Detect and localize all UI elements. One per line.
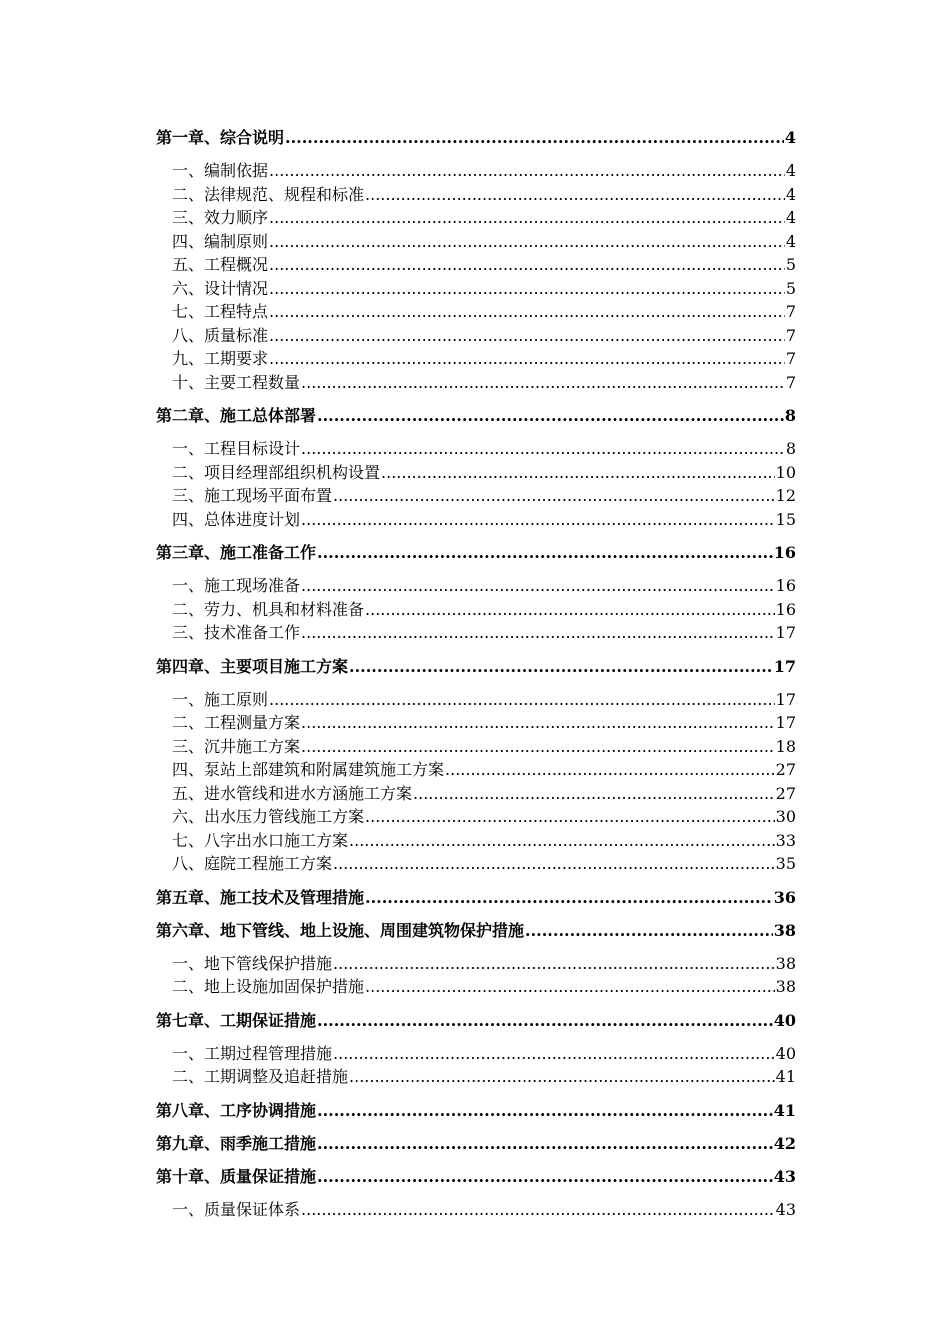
toc-section-entry[interactable]	[156, 230, 796, 254]
toc-leader-dots	[269, 206, 785, 230]
toc-leader-dots	[269, 347, 785, 371]
toc-page-number: 18	[775, 736, 796, 756]
toc-leader-dots	[301, 508, 775, 532]
toc-leader-dots	[349, 655, 773, 678]
toc-chapter-entry[interactable]	[156, 126, 796, 149]
toc-chapter-title: 第三章、施工准备工作	[156, 543, 317, 562]
toc-page-number: 35	[775, 854, 796, 873]
toc-page-number: 27	[775, 783, 796, 803]
toc-leader-dots	[365, 975, 775, 999]
toc-section-entry[interactable]	[156, 688, 796, 712]
toc-leader-dots	[269, 324, 785, 348]
toc-leader-dots	[317, 1132, 773, 1155]
toc-chapter-entry[interactable]	[156, 655, 796, 678]
toc-page-number: 38	[773, 920, 796, 940]
toc-section-entry[interactable]	[156, 735, 796, 759]
toc-leader-dots	[317, 1099, 773, 1122]
toc-section-title: 九、工期要求	[172, 349, 269, 368]
toc-page-number: 41	[775, 1067, 796, 1086]
toc-leader-dots	[365, 598, 775, 622]
toc-page-number: 8	[784, 406, 796, 425]
toc-section-title: 一、质量保证体系	[172, 1199, 301, 1219]
toc-leader-dots	[317, 1009, 773, 1032]
toc-section-entry[interactable]	[156, 1065, 796, 1089]
toc-section-title: 五、工程概况	[172, 255, 269, 274]
toc-section-title: 二、劳力、机具和材料准备	[172, 599, 365, 619]
toc-page-number: 16	[775, 576, 796, 595]
toc-section-title: 三、技术准备工作	[172, 623, 301, 642]
toc-page-number: 7	[785, 325, 796, 345]
toc-leader-dots	[301, 1198, 775, 1222]
toc-section-title: 三、施工现场平面布置	[172, 486, 333, 505]
toc-chapter-title: 第十章、质量保证措施	[156, 1166, 317, 1186]
toc-page-number: 41	[773, 1100, 796, 1120]
toc-leader-dots	[445, 758, 775, 782]
toc-leader-dots	[413, 782, 775, 806]
toc-section-title: 六、设计情况	[172, 278, 269, 298]
toc-leader-dots	[317, 404, 784, 427]
toc-leader-dots	[269, 230, 785, 254]
toc-section-entry[interactable]	[156, 598, 796, 622]
toc-chapter-title: 第六章、地下管线、地上设施、周围建筑物保护措施	[156, 920, 525, 940]
toc-section-entry[interactable]	[156, 758, 796, 782]
toc-leader-dots	[365, 805, 775, 829]
toc-page-number: 30	[775, 807, 796, 826]
toc-section-title: 七、工程特点	[172, 302, 269, 321]
toc-section-entry[interactable]	[156, 277, 796, 301]
table-of-contents	[156, 126, 796, 1221]
toc-page-number: 8	[785, 439, 796, 458]
toc-page-number: 33	[775, 830, 796, 850]
toc-page-number: 16	[775, 599, 796, 619]
toc-page-number: 4	[785, 208, 796, 227]
toc-leader-dots	[317, 541, 773, 564]
toc-section-entry[interactable]	[156, 782, 796, 806]
toc-leader-dots	[301, 735, 775, 759]
toc-section-entry[interactable]	[156, 508, 796, 532]
toc-page-number: 40	[775, 1043, 796, 1063]
toc-section-title: 二、项目经理部组织机构设置	[172, 462, 381, 482]
toc-section-title: 四、泵站上部建筑和附属建筑施工方案	[172, 760, 445, 779]
toc-section-title: 六、出水压力管线施工方案	[172, 807, 365, 826]
toc-chapter-title: 第八章、工序协调措施	[156, 1100, 317, 1120]
toc-page-number: 43	[773, 1166, 796, 1186]
toc-leader-dots	[301, 711, 775, 735]
toc-section-entry[interactable]	[156, 1198, 796, 1222]
toc-leader-dots	[301, 621, 775, 645]
toc-section-entry[interactable]	[156, 711, 796, 735]
toc-section-title: 四、编制原则	[172, 231, 269, 251]
toc-chapter-entry[interactable]	[156, 886, 796, 909]
toc-section-title: 十、主要工程数量	[172, 372, 301, 392]
toc-chapter-title: 第九章、雨季施工措施	[156, 1133, 317, 1153]
toc-page-number: 5	[785, 278, 796, 298]
toc-chapter-title: 第二章、施工总体部署	[156, 406, 317, 425]
toc-page-number: 15	[775, 509, 796, 529]
toc-page-number: 7	[785, 349, 796, 368]
toc-page-number: 17	[775, 689, 796, 709]
toc-page-number: 17	[775, 713, 796, 732]
toc-leader-dots	[301, 437, 785, 461]
toc-leader-dots	[349, 1065, 775, 1089]
toc-section-entry[interactable]	[156, 159, 796, 183]
toc-leader-dots	[269, 253, 785, 277]
toc-section-title: 四、总体进度计划	[172, 509, 301, 529]
toc-page-number: 4	[784, 128, 796, 147]
toc-page-number: 10	[775, 462, 796, 482]
toc-chapter-entry[interactable]	[156, 1165, 796, 1188]
toc-page-number: 36	[773, 887, 796, 907]
toc-page-number: 27	[775, 760, 796, 779]
toc-section-entry[interactable]	[156, 574, 796, 598]
toc-section-entry[interactable]	[156, 347, 796, 371]
toc-page-number: 4	[785, 184, 796, 204]
toc-leader-dots	[269, 277, 785, 301]
toc-page-number: 7	[785, 302, 796, 321]
toc-page-number: 4	[785, 231, 796, 251]
toc-page-number: 38	[775, 953, 796, 973]
toc-chapter-entry[interactable]	[156, 404, 796, 427]
toc-section-entry[interactable]	[156, 952, 796, 976]
toc-leader-dots	[333, 1042, 775, 1066]
toc-section-title: 八、庭院工程施工方案	[172, 854, 333, 873]
toc-page-number: 38	[775, 977, 796, 996]
toc-section-title: 二、地上设施加固保护措施	[172, 977, 365, 996]
toc-section-entry[interactable]	[156, 805, 796, 829]
toc-chapter-title: 第一章、综合说明	[156, 128, 285, 147]
toc-section-title: 五、进水管线和进水方涵施工方案	[172, 783, 413, 803]
toc-section-title: 二、工程测量方案	[172, 713, 301, 732]
toc-chapter-entry[interactable]	[156, 1099, 796, 1122]
toc-section-entry[interactable]	[156, 1042, 796, 1066]
toc-section-entry[interactable]	[156, 852, 796, 876]
toc-leader-dots	[285, 126, 784, 149]
toc-leader-dots	[365, 886, 773, 909]
toc-page-number: 12	[775, 486, 796, 505]
toc-leader-dots	[333, 852, 775, 876]
toc-page-number: 40	[773, 1010, 796, 1030]
toc-page-number: 17	[775, 623, 796, 642]
toc-page-number: 43	[775, 1199, 796, 1219]
toc-section-title: 一、地下管线保护措施	[172, 953, 333, 973]
toc-leader-dots	[365, 183, 785, 207]
toc-section-title: 一、工期过程管理措施	[172, 1043, 333, 1063]
toc-chapter-entry[interactable]	[156, 919, 796, 942]
toc-page-number: 4	[785, 161, 796, 180]
toc-leader-dots	[381, 461, 775, 485]
toc-section-title: 一、施工现场准备	[172, 576, 301, 595]
toc-page-number: 16	[773, 543, 796, 562]
toc-section-title: 一、工程目标设计	[172, 439, 301, 458]
toc-page-number: 5	[785, 255, 796, 274]
toc-section-entry[interactable]	[156, 253, 796, 277]
toc-chapter-title: 第五章、施工技术及管理措施	[156, 887, 365, 907]
toc-section-entry[interactable]	[156, 461, 796, 485]
toc-leader-dots	[269, 159, 785, 183]
toc-page-number: 42	[773, 1133, 796, 1153]
toc-section-entry[interactable]	[156, 621, 796, 645]
toc-section-title: 一、施工原则	[172, 689, 269, 709]
toc-leader-dots	[333, 952, 775, 976]
toc-section-entry[interactable]	[156, 183, 796, 207]
toc-chapter-entry[interactable]	[156, 541, 796, 564]
toc-section-entry[interactable]	[156, 437, 796, 461]
toc-section-entry[interactable]	[156, 324, 796, 348]
toc-leader-dots	[349, 829, 775, 853]
toc-leader-dots	[301, 371, 785, 395]
toc-section-title: 一、编制依据	[172, 161, 269, 180]
toc-leader-dots	[301, 574, 775, 598]
toc-section-entry[interactable]	[156, 829, 796, 853]
toc-page-number: 7	[785, 372, 796, 392]
toc-leader-dots	[317, 1165, 773, 1188]
toc-leader-dots	[269, 300, 785, 324]
toc-leader-dots	[333, 484, 775, 508]
toc-section-title: 二、法律规范、规程和标准	[172, 184, 365, 204]
toc-section-title: 八、质量标准	[172, 325, 269, 345]
toc-section-title: 三、效力顺序	[172, 208, 269, 227]
toc-section-entry[interactable]	[156, 300, 796, 324]
toc-section-title: 三、沉井施工方案	[172, 736, 301, 756]
toc-section-entry[interactable]	[156, 975, 796, 999]
toc-chapter-title: 第七章、工期保证措施	[156, 1010, 317, 1030]
toc-section-entry[interactable]	[156, 206, 796, 230]
toc-page-number: 17	[773, 656, 796, 676]
toc-section-entry[interactable]	[156, 484, 796, 508]
toc-chapter-entry[interactable]	[156, 1132, 796, 1155]
toc-section-title: 七、八字出水口施工方案	[172, 830, 349, 850]
toc-chapter-entry[interactable]	[156, 1009, 796, 1032]
toc-leader-dots	[525, 919, 773, 942]
toc-leader-dots	[269, 688, 775, 712]
toc-section-title: 二、工期调整及追赶措施	[172, 1067, 349, 1086]
toc-chapter-title: 第四章、主要项目施工方案	[156, 656, 349, 676]
toc-section-entry[interactable]	[156, 371, 796, 395]
